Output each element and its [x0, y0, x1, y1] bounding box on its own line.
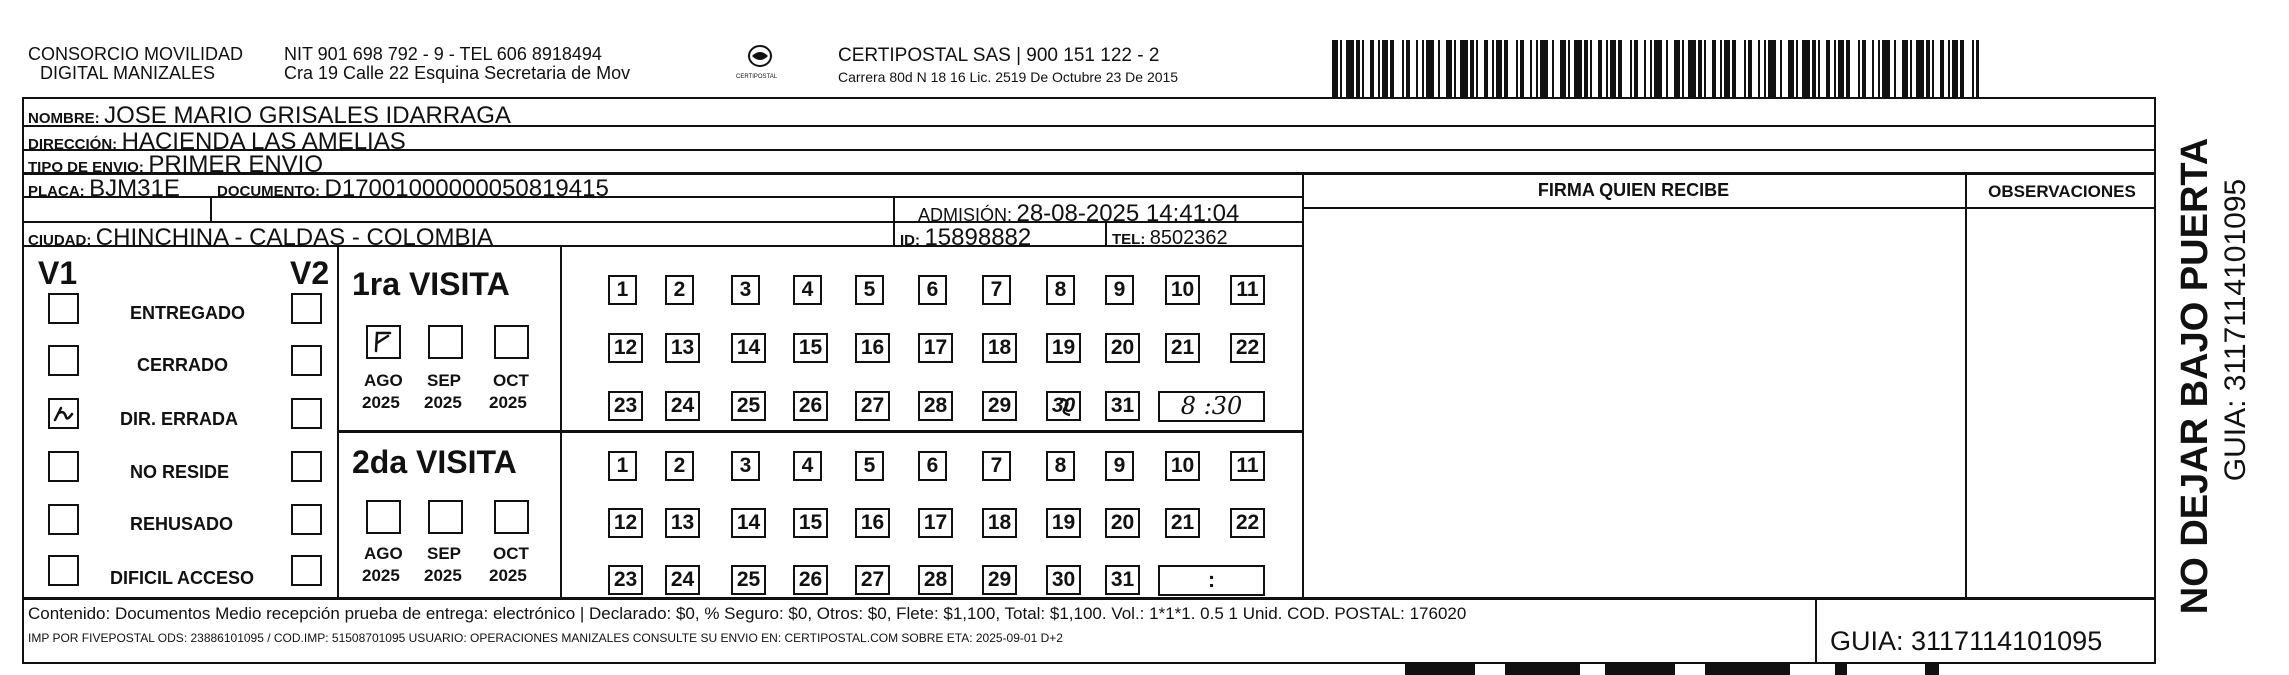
visit2-month-checkbox-ago[interactable]	[366, 500, 401, 534]
visit2-month-checkbox-sep[interactable]	[428, 500, 463, 534]
visit1-month-label-sep: SEP	[427, 371, 462, 390]
observaciones-label: OBSERVACIONES	[1988, 182, 2136, 201]
visit2-day-7[interactable]: 7	[982, 451, 1011, 481]
visit2-day-11[interactable]: 11	[1230, 451, 1265, 481]
side-guia-number: GUIA: 3117114101095	[2219, 178, 2252, 482]
admision-cell	[918, 202, 1239, 226]
visit1-day-1[interactable]: 1	[608, 275, 637, 305]
visit1-day-20[interactable]: 20	[1105, 333, 1140, 363]
footer-content-line: Contenido: Documentos Medio recepción prueba de entrega: electrónico | Declarado: $0, % Seguro: $0, Otros: $0, Flete: $1,100, Total: $1,100. Vol.: 1*1*1. 0.5 1 Unid. COD. POSTAL: 176020	[28, 604, 1467, 623]
visit1-day-26[interactable]: 26	[793, 391, 828, 421]
visit2-day-3[interactable]: 3	[731, 451, 760, 481]
visit1-day-17[interactable]: 17	[918, 333, 953, 363]
v1-checkbox-entregado[interactable]	[48, 293, 79, 324]
visit1-day-16[interactable]: 16	[855, 333, 890, 363]
visit1-day-12[interactable]: 12	[608, 333, 643, 363]
visit1-time-field[interactable]: 8 :30	[1158, 391, 1265, 422]
visit2-year-label-sep: 2025	[424, 566, 462, 585]
status-label-entregado: ENTREGADO	[130, 303, 246, 323]
visit1-month-label-ago: AGO	[364, 371, 403, 390]
footer-imp-line: IMP POR FIVEPOSTAL ODS: 23886101095 / COD.IMP: 51508701095 USUARIO: OPERACIONES MANIZALES CONSULTE SU ENVIO EN: CERTIPOSTAL.COM SOBRE ETA: 2025-09-01 D+2	[28, 631, 1063, 645]
visit2-year-label-oct: 2025	[489, 566, 527, 585]
visit2-day-6[interactable]: 6	[918, 451, 947, 481]
visit1-day-30[interactable]: 30	[1046, 391, 1081, 421]
visit2-day-2[interactable]: 2	[665, 451, 694, 481]
visit2-day-16[interactable]: 16	[855, 508, 890, 538]
v1-checkbox-rehusado[interactable]	[48, 504, 79, 535]
visit1-month-label-oct: OCT	[493, 371, 529, 390]
nit-line: NIT 901 698 792 - 9 - TEL 606 8918494	[284, 44, 602, 64]
company-name-line1: CONSORCIO MOVILIDAD	[28, 44, 244, 64]
id-value: 15898882	[924, 224, 1032, 251]
status-label-dir-errada: DIR. ERRADA	[120, 409, 239, 429]
visit1-day-8[interactable]: 8	[1046, 275, 1075, 305]
visit1-day-11[interactable]: 11	[1230, 275, 1265, 305]
visit2-day-23[interactable]: 23	[608, 565, 643, 595]
visit2-title: 2da VISITA	[352, 444, 517, 480]
visit2-day-4[interactable]: 4	[793, 451, 822, 481]
visit1-title: 1ra VISITA	[352, 266, 510, 302]
ciudad-label: CIUDAD:	[28, 232, 92, 249]
status-label-dificil-acceso: DIFICIL ACCESO	[110, 568, 255, 588]
direccion-label: DIRECCIÓN:	[28, 136, 118, 153]
v2-checkbox-cerrado[interactable]	[291, 345, 322, 376]
visit2-day-25[interactable]: 25	[731, 565, 766, 595]
visit2-day-30[interactable]: 30	[1046, 565, 1081, 595]
tel-cell	[1112, 228, 1228, 248]
handwritten-mark-icon	[1048, 393, 1078, 421]
visit1-year-label-oct: 2025	[489, 393, 527, 412]
v2-checkbox-dir-errada[interactable]	[291, 398, 322, 429]
placa-label: PLACA:	[28, 183, 85, 200]
visit1-day-31[interactable]: 31	[1105, 391, 1140, 421]
visit1-day-19[interactable]: 19	[1046, 333, 1081, 363]
visit2-day-27[interactable]: 27	[855, 565, 890, 595]
visit1-day-22[interactable]: 22	[1230, 333, 1265, 363]
id-label: ID:	[900, 232, 920, 249]
v1-checkbox-cerrado[interactable]	[48, 345, 79, 376]
visit2-month-label-oct: OCT	[493, 544, 529, 563]
visit2-month-label-ago: AGO	[364, 544, 403, 563]
v2-header: V2	[290, 255, 330, 291]
visit1-day-3[interactable]: 3	[731, 275, 760, 305]
visit1-day-25[interactable]: 25	[731, 391, 766, 421]
visit1-day-9[interactable]: 9	[1105, 275, 1134, 305]
visit1-year-label-sep: 2025	[424, 393, 462, 412]
tel-value: 8502362	[1149, 227, 1228, 249]
visit2-day-22[interactable]: 22	[1230, 508, 1265, 538]
tel-label: TEL:	[1112, 231, 1146, 248]
nombre-value: JOSE MARIO GRISALES IDARRAGA	[104, 102, 511, 129]
visit1-day-24[interactable]: 24	[665, 391, 700, 421]
visit1-day-18[interactable]: 18	[982, 333, 1017, 363]
footer-guia-number: GUIA: 3117114101095	[1830, 626, 2103, 656]
visit2-day-10[interactable]: 10	[1165, 451, 1200, 481]
certipostal-logo	[730, 40, 790, 90]
visit1-month-checkbox-oct[interactable]	[494, 325, 529, 359]
no-dejar-bajo-puerta-warning: NO DEJAR BAJO PUERTA	[2174, 137, 2216, 615]
observaciones-area	[1969, 212, 2153, 594]
visit2-day-9[interactable]: 9	[1105, 451, 1134, 481]
visit1-year-label-ago: 2025	[362, 393, 400, 412]
visit2-month-checkbox-oct[interactable]	[494, 500, 529, 534]
documento-value: D17001000000050819415	[324, 175, 609, 202]
signature-area	[1306, 212, 1962, 594]
logo-caption: CERTIPOSTAL	[736, 74, 778, 80]
nombre-row	[28, 104, 511, 128]
company-name-line2: DIGITAL MANIZALES	[40, 63, 216, 83]
visit2-day-17[interactable]: 17	[918, 508, 953, 538]
visit2-day-8[interactable]: 8	[1046, 451, 1075, 481]
visit2-day-29[interactable]: 29	[982, 565, 1017, 595]
visit2-day-18[interactable]: 18	[982, 508, 1017, 538]
admision-label: ADMISIÓN:	[918, 205, 1013, 225]
status-label-rehusado: REHUSADO	[130, 514, 234, 534]
barcode	[1332, 40, 1979, 97]
placa-cell	[28, 177, 180, 201]
v1-checkbox-no-reside[interactable]	[48, 451, 79, 482]
handwritten-check-mark-icon	[50, 400, 76, 426]
visit2-day-14[interactable]: 14	[731, 508, 766, 538]
visit1-day-5[interactable]: 5	[855, 275, 884, 305]
visit1-month-checkbox-ago[interactable]	[366, 325, 401, 359]
v2-checkbox-dificil-acceso[interactable]	[291, 555, 322, 586]
status-label-no-reside: NO RESIDE	[130, 462, 230, 482]
v1-checkbox-dificil-acceso[interactable]	[48, 555, 79, 586]
address-line: Cra 19 Calle 22 Esquina Secretaria de Mov	[284, 63, 631, 83]
visit1-day-10[interactable]: 10	[1165, 275, 1200, 305]
id-cell	[900, 226, 1031, 250]
visit2-day-20[interactable]: 20	[1105, 508, 1140, 538]
placa-value: BJM31E	[89, 175, 180, 202]
v2-checkbox-entregado[interactable]	[291, 293, 322, 324]
visit2-day-26[interactable]: 26	[793, 565, 828, 595]
visit2-day-1[interactable]: 1	[608, 451, 637, 481]
tipo-envio-value: PRIMER ENVIO	[148, 151, 324, 178]
courier-line2: Carrera 80d N 18 16 Lic. 2519 De Octubre 23 De 2015	[838, 69, 1179, 85]
visit2-day-24[interactable]: 24	[665, 565, 700, 595]
visit1-day-23[interactable]: 23	[608, 391, 643, 421]
visit1-day-6[interactable]: 6	[918, 275, 947, 305]
visit1-month-checkbox-sep[interactable]	[428, 325, 463, 359]
v1-header: V1	[38, 255, 78, 291]
tipo-envio-row	[28, 153, 323, 177]
visit1-day-7[interactable]: 7	[982, 275, 1011, 305]
status-label-cerrado: CERRADO	[137, 355, 229, 375]
admision-value: 28-08-2025 14:41:04	[1016, 200, 1240, 227]
v1-checkbox-dir-errada[interactable]	[48, 398, 79, 429]
visit1-day-28[interactable]: 28	[918, 391, 953, 421]
visit1-day-15[interactable]: 15	[793, 333, 828, 363]
visit1-day-4[interactable]: 4	[793, 275, 822, 305]
visit2-day-19[interactable]: 19	[1046, 508, 1081, 538]
v2-checkbox-rehusado[interactable]	[291, 504, 322, 535]
visit1-day-14[interactable]: 14	[731, 333, 766, 363]
direccion-value: HACIENDA LAS AMELIAS	[121, 128, 406, 155]
nombre-label: NOMBRE:	[28, 110, 100, 127]
visit2-day-12[interactable]: 12	[608, 508, 643, 538]
visit2-day-28[interactable]: 28	[918, 565, 953, 595]
visit1-day-27[interactable]: 27	[855, 391, 890, 421]
visit1-day-2[interactable]: 2	[665, 275, 694, 305]
courier-line1: CERTIPOSTAL SAS | 900 151 122 - 2	[838, 45, 1160, 66]
ciudad-value: CHINCHINA - CALDAS - COLOMBIA	[95, 224, 494, 251]
visit2-day-15[interactable]: 15	[793, 508, 828, 538]
cut-off-barcode-fragment	[1405, 662, 1985, 675]
visit2-year-label-ago: 2025	[362, 566, 400, 585]
visit2-day-13[interactable]: 13	[665, 508, 700, 538]
visit1-day-29[interactable]: 29	[982, 391, 1017, 421]
handwritten-check-mark-icon	[368, 327, 398, 356]
visit1-day-21[interactable]: 21	[1165, 333, 1200, 363]
visit1-day-13[interactable]: 13	[665, 333, 700, 363]
tipo-envio-label: TIPO DE ENVIO:	[28, 159, 144, 176]
documento-cell	[217, 177, 609, 201]
visit2-day-21[interactable]: 21	[1165, 508, 1200, 538]
visit2-time-field[interactable]: :	[1158, 565, 1265, 596]
visit2-day-31[interactable]: 31	[1105, 565, 1140, 595]
visit2-month-label-sep: SEP	[427, 544, 462, 563]
ciudad-cell	[28, 226, 493, 250]
visit2-day-5[interactable]: 5	[855, 451, 884, 481]
v2-checkbox-no-reside[interactable]	[291, 451, 322, 482]
documento-label: DOCUMENTO:	[217, 183, 321, 200]
firma-quien-recibe-label: FIRMA QUIEN RECIBE	[1537, 180, 1730, 200]
